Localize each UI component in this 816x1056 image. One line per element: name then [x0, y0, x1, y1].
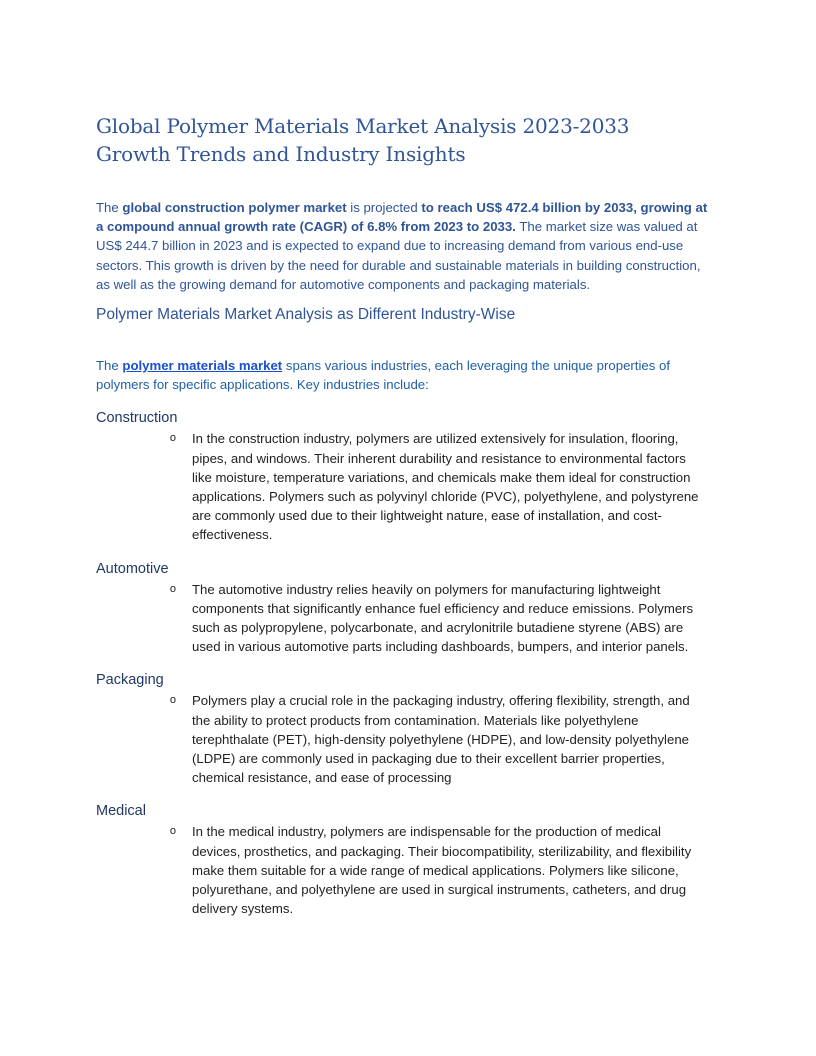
intro-text-2: is projected [346, 200, 422, 215]
industry-title: Automotive [96, 560, 169, 577]
bullet-circle-icon: o [169, 582, 176, 595]
list-item [96, 429, 708, 544]
para2-text-2: spans various industries, each leveraging the unique properties of polymers for specific applications. Key industries include: [96, 358, 670, 393]
industry-automotive [96, 559, 708, 657]
intro-bold-2: to reach US$ 472.4 billion by 2033, growing at a compound annual growth rate (CAGR) of 6.8% from 2023 to 2033. [96, 200, 708, 235]
bullet-circle-icon: o [169, 694, 176, 707]
intro-text-1: The [96, 200, 123, 215]
intro-bold-1: global construction polymer market [122, 200, 347, 215]
industry-title: Medical [96, 803, 146, 820]
list-item [96, 691, 708, 787]
industry-title: Construction [96, 410, 178, 427]
polymer-materials-market-link[interactable]: polymer materials market [122, 358, 283, 374]
bullet-circle-icon: o [169, 432, 176, 445]
list-item [96, 580, 708, 657]
industry-packaging [96, 670, 708, 787]
section-heading: Polymer Materials Market Analysis as Different Industry-Wise [96, 306, 516, 324]
industry-construction [96, 408, 708, 544]
intro-paragraph [96, 198, 708, 294]
industry-description: The automotive industry relies heavily on polymers for manufacturing lightweight components that significantly enhance fuel efficiency and reduce emissions. Polymers such as polypropylene, polycarbonate, and acrylonitrile butadiene styrene (ABS) are used in various automotive parts including dashboards, bumpers, and interior panels. [192, 581, 694, 655]
list-item [96, 822, 708, 918]
industry-description: Polymers play a crucial role in the packaging industry, offering flexibility, strength, and the ability to protect products from contamination. Materials like polyethylene terephthalate (PET), high-density polyethylene (HDPE), and low-density polyethylene (LDPE) are commonly used in packaging due to their excellent barrier properties, chemical resistance, and ease of processing [192, 693, 690, 786]
bullet-circle-icon: o [169, 825, 176, 838]
industries-intro-paragraph [96, 356, 708, 394]
industry-medical [96, 801, 708, 918]
document-title: Global Polymer Materials Market Analysis 2023-2033 Growth Trends and Industry Insights [96, 114, 630, 166]
para2-text-1: The [96, 358, 123, 374]
industry-description: In the medical industry, polymers are indispensable for the production of medical devices, prosthetics, and packaging. Their biocompatibility, sterilizability, and flexibility make them suitable for a wide range of medical applications. Polymers like silicone, polyurethane, and polyethylene are used in surgical instruments, catheters, and drug delivery systems. [192, 824, 692, 917]
document-page [96, 112, 708, 918]
industry-description: In the construction industry, polymers are utilized extensively for insulation, flooring, pipes, and windows. Their inherent durability and resistance to environmental factors like moisture, temperature variations, and chemicals make them ideal for construction applications. Polymers such as polyvinyl chloride (PVC), polyethylene, and polystyrene are commonly used due to their lightweight nature, ease of installation, and cost-effectiveness. [192, 431, 699, 543]
intro-text-3: The market size was valued at US$ 244.7 billion in 2023 and is expected to expand due to increasing demand from various end-use sectors. This growth is driven by the need for durable and sustainable materials in building construction, as well as the growing demand for automotive components and packaging materials. [96, 219, 701, 292]
industry-title: Packaging [96, 672, 164, 689]
